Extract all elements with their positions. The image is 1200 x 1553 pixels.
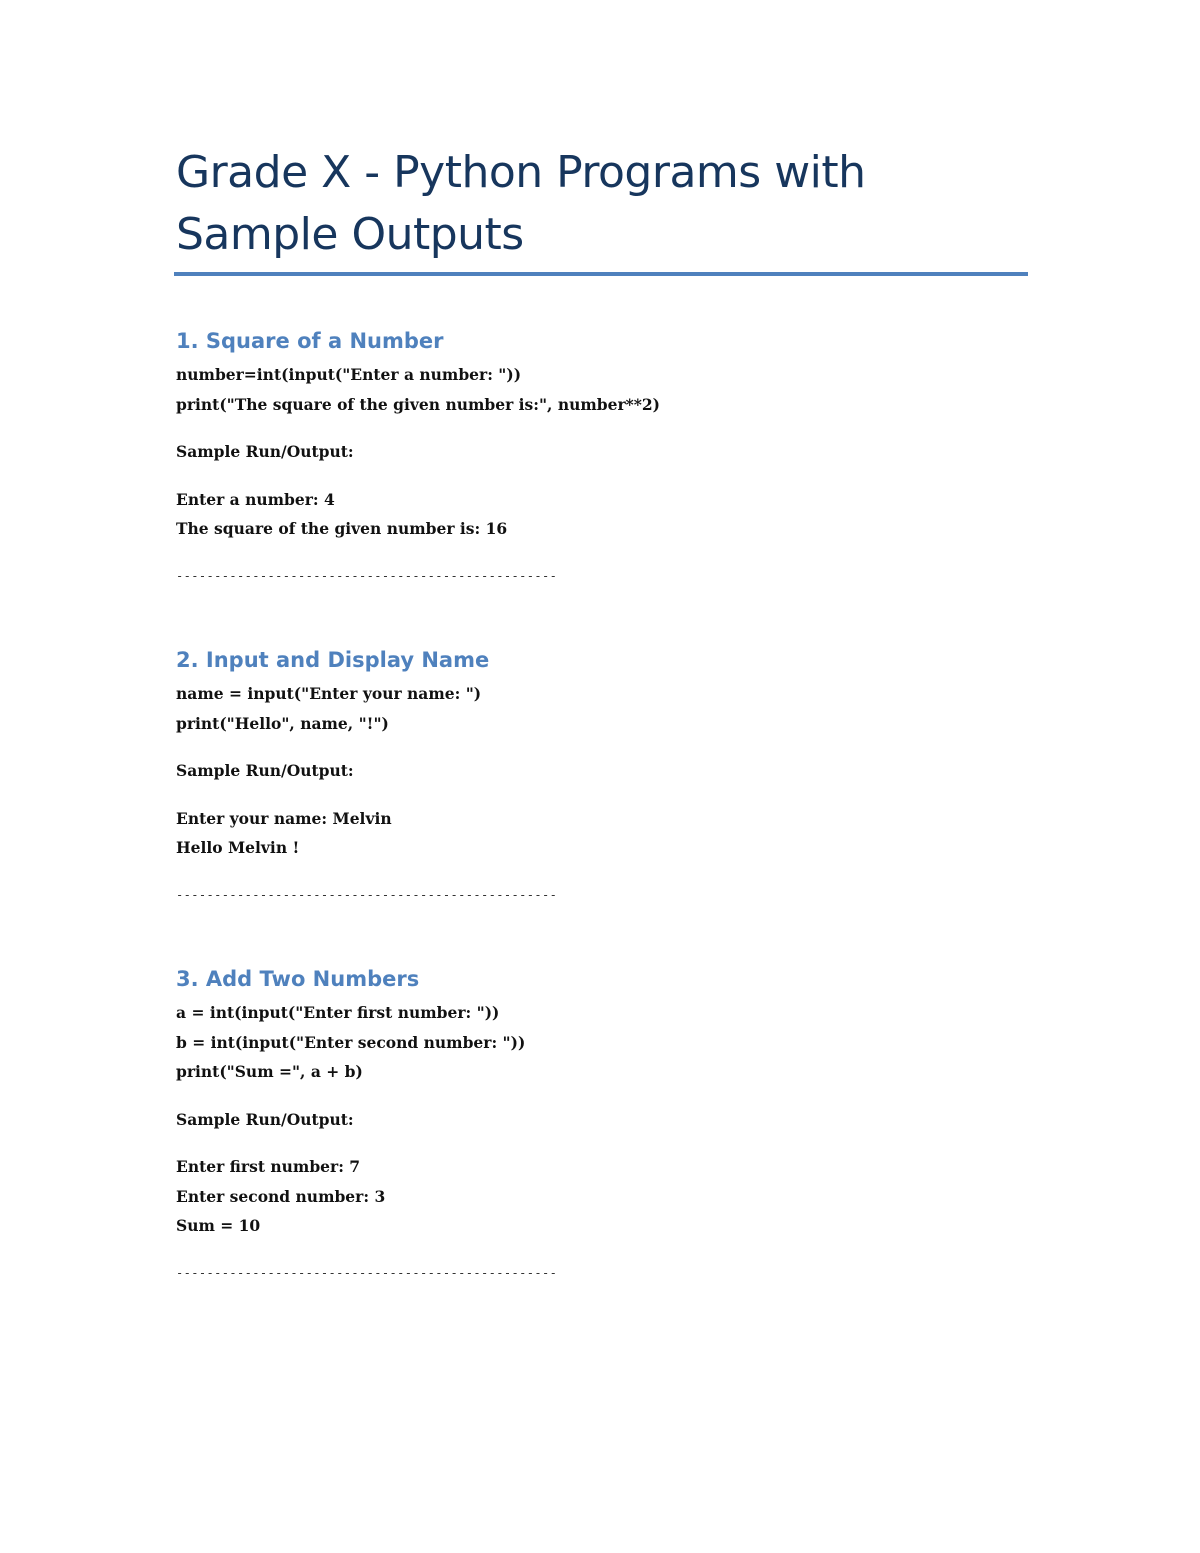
output-line: Enter your name: Melvin — [176, 808, 392, 828]
document-title: Grade X - Python Programs with Sample Outputs — [176, 147, 866, 260]
sample-output-label: Sample Run/Output: — [176, 1109, 354, 1129]
sample-output-label: Sample Run/Output: — [176, 442, 354, 461]
title-underline — [174, 272, 1028, 276]
code-line: a = int(input("Enter first number: ")) — [176, 1003, 500, 1022]
section-heading: 3. Add Two Numbers — [176, 967, 420, 991]
section-separator: -------------------------------------------------- — [176, 1265, 558, 1280]
section-separator: -------------------------------------------------- — [176, 568, 558, 583]
sample-output-block — [176, 804, 1036, 863]
code-line: name = input("Enter your name: ") — [176, 684, 482, 703]
sample-output-block — [176, 1152, 1036, 1241]
sample-output-block — [176, 485, 1036, 544]
section-add-two-numbers — [176, 964, 1036, 1283]
code-line: print("The square of the given number is:", number**2) — [176, 394, 660, 414]
output-line: Enter a number: 4 — [176, 489, 335, 509]
code-line: print("Sum =", a + b) — [176, 1062, 363, 1081]
sample-output-label: Sample Run/Output: — [176, 761, 354, 780]
section-heading: 2. Input and Display Name — [176, 648, 490, 672]
section-separator: -------------------------------------------------- — [176, 887, 558, 902]
code-line: print("Hello", name, "!") — [176, 713, 389, 733]
code-line: number=int(input("Enter a number: ")) — [176, 365, 522, 384]
output-line: Enter second number: 3 — [176, 1186, 386, 1206]
output-line: Enter first number: 7 — [176, 1157, 361, 1176]
output-line: Hello Melvin ! — [176, 838, 300, 857]
output-line: Sum = 10 — [176, 1216, 261, 1235]
output-line: The square of the given number is: 16 — [176, 519, 508, 538]
code-line: b = int(input("Enter second number: ")) — [176, 1032, 526, 1052]
section-square-of-number — [176, 326, 1036, 586]
section-input-display-name — [176, 645, 1036, 905]
section-heading: 1. Square of a Number — [176, 329, 444, 353]
